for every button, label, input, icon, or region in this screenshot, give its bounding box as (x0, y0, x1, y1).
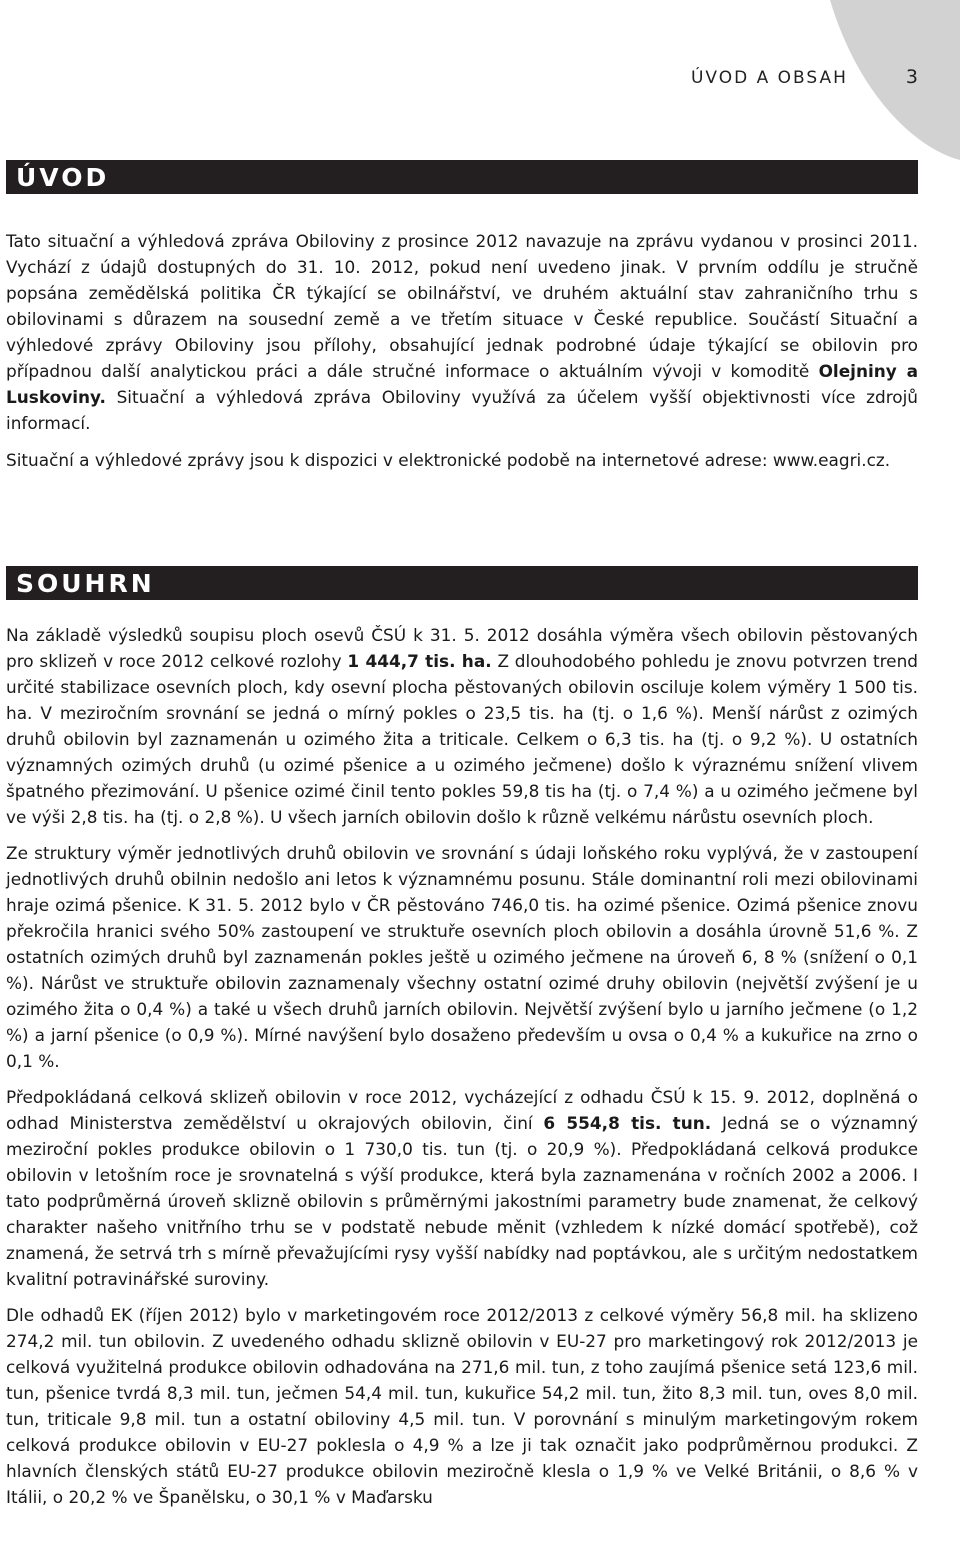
running-header (691, 66, 918, 88)
intro-section (6, 228, 918, 473)
page-number: 3 (905, 66, 918, 88)
section-heading-uvod: ÚVOD (6, 160, 918, 194)
intro-paragraph-1: Tato situační a výhledová zpráva Obiloviny z prosince 2012 navazuje na zprávu vydanou v prosinci 2011. Vychází z údajů dostupných do 31. 10. 2012, pokud není uvedeno jinak. V prvním oddílu je stručně popsána zemědělská politika ČR týkající se obilnářství, ve druhém aktuální stav zahraničního trhu s obilovinami s důrazem na sousední země a ve třetím situace v České republice. Součástí Situační a výhledové zprávy Obiloviny jsou přílohy, obsahující jednak podrobné údaje týkající se obilovin pro případnou další analytickou práci a dále stručné informace o aktuálním vývoji v komoditě Olejniny a Luskoviny. Situační a výhledová zpráva Obiloviny využívá za účelem vyšší objektivnosti více zdrojů informací. (6, 231, 918, 433)
summary-paragraph-3: Předpokládaná celková sklizeň obilovin v roce 2012, vycházející z odhadu ČSÚ k 15. 9. 2012, doplněná o odhad Ministerstva zemědělství u okrajových obilovin, činí 6 554,8 tis. tun. Jedná se o významný meziroční pokles produkce obilovin o 1 730,0 tis. tun (tj. o 20,9 %). Předpokládaná celková produkce obilovin v letošním roce je srovnatelná s výší produkce, která byla zaznamenána v ročních 2002 a 2006. I tato podprůměrná úroveň sklizně obilovin s průměrnými jakostními parametry bude znamenat, že celkový charakter našeho vnitřního trhu se v podstatě nebude měnit (vzhledem k nízké domácí spotřebě), což znamená, že setrvá trh s mírně převažujícími rysy vyšší nabídky nad poptávkou, ale s určitým nedostatkem kvalitní potravinářské suroviny. (6, 1087, 918, 1289)
summary-paragraph-2: Ze struktury výměr jednotlivých druhů obilovin ve srovnání s údaji loňského roku vyplývá, že v zastoupení jednotlivých druhů obilnin nedošlo ani letos k významnému posunu. Stále dominantní roli mezi obilovinami hraje ozimá pšenice. K 31. 5. 2012 bylo v ČR pěstováno 746,0 tis. ha ozimé pšenice. Ozimá pšenice znovu překročila hranici svého 50% zastoupení ve struktuře osevních ploch obilovin a dosáhla úrovně 51,6 %. Z ostatních ozimých druhů byl zaznamenán pokles ještě u ozimého ječmene na úroveň 6, 8 % (snížení o 0,1 %). Nárůst ve struktuře obilovin zaznamenaly všechny ostatní ozimé druhy obilovin (největší zvýšení je u ozimého žita o 0,4 %) a také u všech druhů jarních obilovin. Největší zvýšení bylo u jarního ječmene (o 1,2 %) a jarní pšenice (o 0,9 %). Mírné navýšení bylo dosaženo především u ovsa o 0,4 % a kukuřice na zrno o 0,1 %. (6, 843, 918, 1071)
section-heading-souhrn: SOUHRN (6, 566, 918, 600)
header-title: ÚVOD A OBSAH (690, 68, 848, 88)
summary-section (6, 622, 918, 1510)
summary-paragraph-4: Dle odhadů EK (říjen 2012) bylo v marketingovém roce 2012/2013 z celkové výměry 56,8 mil. ha sklizeno 274,2 mil. tun obilovin. Z uvedeného odhadu sklizně obilovin v EU-27 pro marketingový rok 2012/2013 je celková využitelná produkce obilovin odhadována na 271,6 mil. tun, z toho zaujímá pšenice setá 123,6 mil. tun, pšenice tvrdá 8,3 mil. tun, ječmen 54,4 mil. tun, kukuřice 54,2 mil. tun, žito 8,3 mil. tun, oves 8,0 mil. tun, triticale 9,8 mil. tun a ostatní obiloviny 4,5 mil. tun. V porovnání s minulým marketingovým rokem celková produkce obilovin v EU-27 poklesla o 4,9 % a lze ji tak označit jako podprůměrnou produkci. Z hlavních členských států EU-27 produkce obilovin meziročně klesla o 1,9 % ve Velké Británii, o 8,6 % v Itálii, o 20,2 % ve Španělsku, o 30,1 % v Maďarsku (6, 1305, 918, 1507)
intro-paragraph-2: Situační a výhledové zprávy jsou k dispozici v elektronické podobě na internetové adrese: www.eagri.cz. (6, 450, 891, 470)
summary-paragraph-1: Na základě výsledků soupisu ploch osevů ČSÚ k 31. 5. 2012 dosáhla výměra všech obilovin pěstovaných pro sklizeň v roce 2012 celkové rozlohy 1 444,7 tis. ha. Z dlouhodobého pohledu je znovu potvrzen trend určité stabilizace osevních ploch, kdy osevní plocha pěstovaných obilovin osciluje kolem výměry 1 500 tis. ha. V meziročním srovnání se jedná o mírný pokles o 23,5 tis. ha (tj. o 1,6 %). Menší nárůst z ozimých druhů obilovin byl zaznamenán u ozimého žita a triticale. Celkem o 6,3 tis. ha (tj. o 9,2 %). U ostatních významných ozimých druhů (u ozimé pšenice a u ozimého ječmene) došlo k výraznému snížení vlivem špatného přezimování. U pšenice ozimé činil tento pokles 59,8 tis ha (tj. o 7,4 %) a u ozimého ječmene byl ve výši 2,8 tis. ha (tj. o 2,8 %). U všech jarních obilovin došlo k různě velkému nárůstu osevních ploch. (6, 625, 918, 827)
